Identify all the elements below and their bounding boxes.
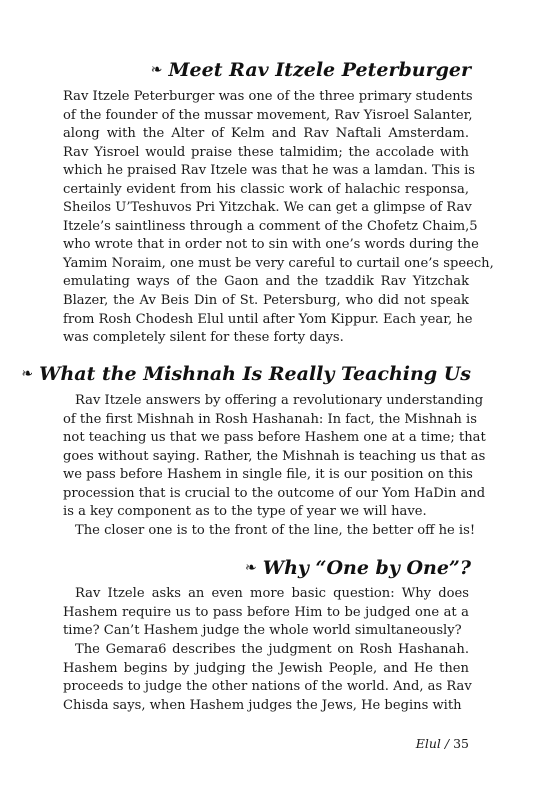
paragraph [63, 641, 472, 715]
text-line: proceeds to judge the other nations of the world. And, as Rav [63, 679, 472, 695]
text-line: Rav Itzele answers by offering a revolutionary understanding [75, 393, 484, 408]
text-line: time? Can’t Hashem judge the whole world simultaneously? [63, 623, 462, 639]
section-heading-text: Why “One by One”? [262, 557, 471, 579]
text-line: Rav Itzele asks an even more basic question: Why does [75, 586, 469, 601]
page-footer [416, 736, 469, 751]
text-line: Hashem begins by judging the Jewish People, and He then [63, 660, 469, 676]
fleuron-icon: ❧ [245, 560, 257, 576]
text-line: The Gemara6 describes the judgment on Rosh Hashanah. [75, 642, 469, 657]
section-heading [151, 58, 471, 82]
text-line: is a key component as to the type of year we will have. [63, 504, 427, 520]
text-line: Hashem require us to pass before Him to be judged one at a [63, 604, 469, 620]
text-line: who wrote that in order not to sin with one’s words during the [63, 237, 479, 253]
text-line: certainly evident from his classic work of halachic responsa, [63, 181, 469, 197]
text-line: not teaching us that we pass before Hashem one at a time; that [63, 430, 486, 446]
text-line: we pass before Hashem in single file, it is our position on this [63, 467, 473, 483]
section-heading [245, 556, 471, 580]
text-line: The closer one is to the front of the line, the better off he is! [75, 523, 476, 538]
text-line: Itzele’s saintliness through a comment of the Chofetz Chaim,5 [63, 218, 478, 234]
text-line: of the first Mishnah in Rosh Hashanah: In fact, the Mishnah is [63, 411, 477, 427]
paragraph [63, 88, 494, 348]
fleuron-icon: ❧ [21, 366, 34, 382]
text-line: was completely silent for these forty days. [63, 330, 344, 346]
text-line: Rav Itzele Peterburger was one of the three primary students [63, 89, 473, 104]
folio-separator: / [440, 736, 454, 751]
section-heading-text: What the Mishnah Is Really Teaching Us [39, 363, 471, 385]
text-line: Chisda says, when Hashem judges the Jews, He begins with [63, 697, 462, 713]
text-line: which he praised Rav Itzele was that he was a lamdan. This is [63, 163, 475, 179]
fleuron-icon: ❧ [150, 62, 163, 78]
paragraph [63, 585, 469, 641]
page-number: 35 [453, 736, 469, 751]
text-line: Rav Yisroel would praise these talmidim; the accolade with [63, 144, 469, 160]
text-line: goes without saying. Rather, the Mishnah is teaching us that as [63, 448, 486, 464]
paragraph [63, 392, 486, 522]
text-line: procession that is crucial to the outcome of our Yom HaDin and [63, 485, 486, 501]
paragraph [63, 522, 476, 541]
text-line: emulating ways of the Gaon and the tzaddik Rav Yitzchak [63, 274, 469, 290]
text-line: Blazer, the Av Beis Din of St. Petersburg, who did not speak [63, 293, 469, 309]
section-heading [21, 362, 471, 386]
text-line: Sheilos U’Teshuvos Pri Yitzchak. We can get a glimpse of Rav [63, 200, 472, 216]
text-line: along with the Alter of Kelm and Rav Naftali Amsterdam. [63, 126, 469, 142]
section-heading-text: Meet Rav Itzele Peterburger [168, 59, 471, 81]
text-line: of the founder of the mussar movement, Rav Yisroel Salanter, [63, 107, 473, 123]
text-line: from Rosh Chodesh Elul until after Yom Kippur. Each year, he [63, 311, 473, 327]
text-line: Yamim Noraim, one must be very careful to curtail one’s speech, [63, 255, 494, 271]
running-head: Elul [415, 736, 441, 751]
